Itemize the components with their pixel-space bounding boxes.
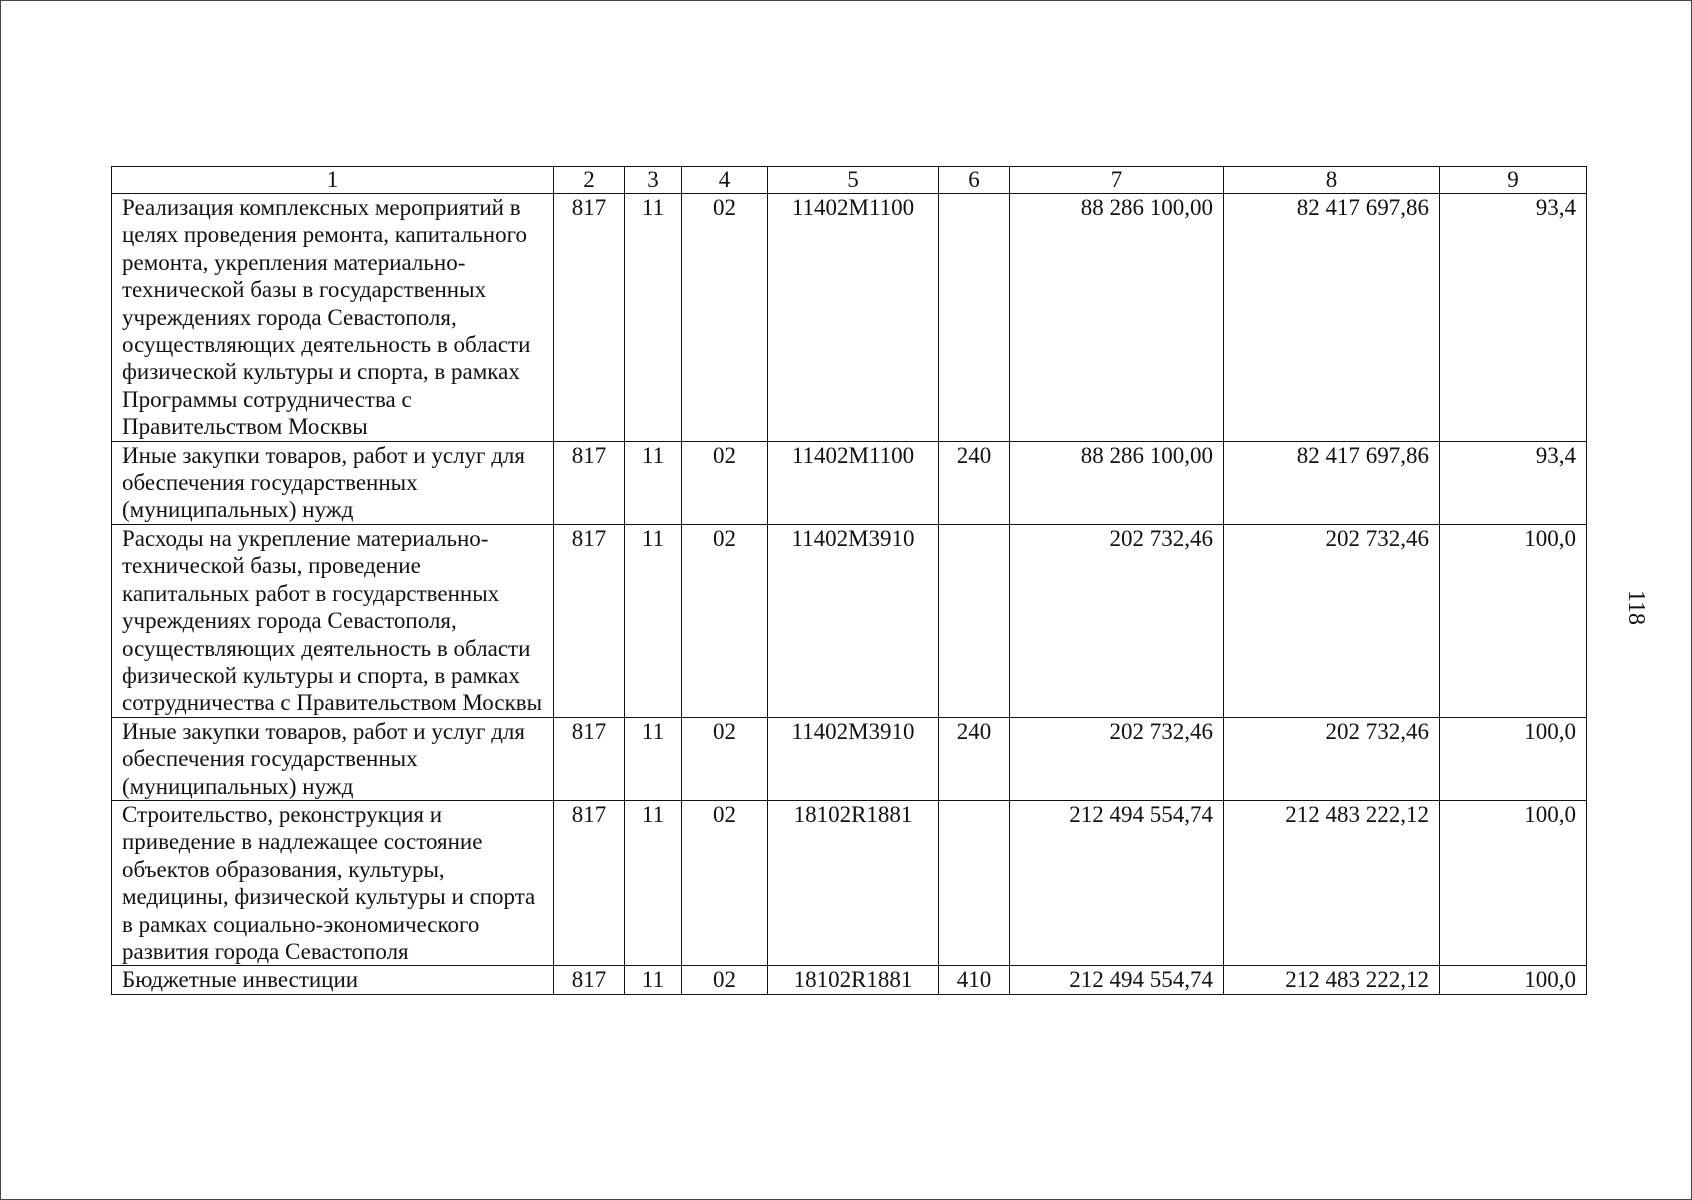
- column-header: 5: [768, 167, 939, 194]
- cell-col-8: 202 732,46: [1224, 717, 1440, 800]
- cell-col-6: 240: [939, 441, 1010, 524]
- expense-name: Иные закупки товаров, работ и услуг для обеспечения государственных (муниципальных) нужд: [112, 717, 554, 800]
- cell-col-8: 82 417 697,86: [1224, 441, 1440, 524]
- cell-col-9: 93,4: [1440, 441, 1587, 524]
- cell-col-6: [939, 800, 1010, 965]
- expense-name: Строительство, реконструкция и приведение в надлежащее состояние объектов образования, культуры, медицины, физической культуры и спорта в рамках социально-экономического развития города Севастополя: [112, 800, 554, 965]
- cell-col-2: 817: [554, 800, 625, 965]
- cell-col-5: 11402М3910: [768, 717, 939, 800]
- table-row: [112, 717, 1587, 800]
- cell-col-3: 11: [625, 194, 682, 442]
- cell-col-9: 100,0: [1440, 800, 1587, 965]
- column-header: 4: [682, 167, 768, 194]
- cell-col-9: 93,4: [1440, 194, 1587, 442]
- column-header: 3: [625, 167, 682, 194]
- cell-col-3: 11: [625, 717, 682, 800]
- column-header: 1: [112, 167, 554, 194]
- cell-col-9: 100,0: [1440, 966, 1587, 994]
- column-header: 7: [1010, 167, 1224, 194]
- table-row: [112, 524, 1587, 717]
- table-header: [112, 167, 1587, 194]
- expense-name: Бюджетные инвестиции: [112, 966, 554, 994]
- cell-col-5: 11402М3910: [768, 524, 939, 717]
- cell-col-2: 817: [554, 524, 625, 717]
- table-row: [112, 966, 1587, 994]
- cell-col-5: 11402М1100: [768, 194, 939, 442]
- cell-col-7: 88 286 100,00: [1010, 194, 1224, 442]
- expense-name: Расходы на укрепление материально-технической базы, проведение капитальных работ в государственных учреждениях города Севастополя, осуществляющих деятельность в области физической культуры и спорта, в рамках сотрудничества с Правительством Москвы: [112, 524, 554, 717]
- cell-col-2: 817: [554, 966, 625, 994]
- expense-name: Реализация комплексных мероприятий в целях проведения ремонта, капитального ремонта, укрепления материально-технической базы в государственных учреждениях города Севастополя, осуществляющих деятельность в области физической культуры и спорта, в рамках Программы сотрудничества с Правительством Москвы: [112, 194, 554, 442]
- cell-col-7: 202 732,46: [1010, 524, 1224, 717]
- cell-col-5: 18102R1881: [768, 800, 939, 965]
- column-header: 8: [1224, 167, 1440, 194]
- cell-col-9: 100,0: [1440, 524, 1587, 717]
- page-number: 118: [1623, 589, 1650, 626]
- cell-col-2: 817: [554, 717, 625, 800]
- column-header: 9: [1440, 167, 1587, 194]
- cell-col-4: 02: [682, 441, 768, 524]
- cell-col-3: 11: [625, 966, 682, 994]
- cell-col-6: 240: [939, 717, 1010, 800]
- expense-name: Иные закупки товаров, работ и услуг для обеспечения государственных (муниципальных) нужд: [112, 441, 554, 524]
- cell-col-8: 82 417 697,86: [1224, 194, 1440, 442]
- cell-col-5: 18102R1881: [768, 966, 939, 994]
- cell-col-7: 212 494 554,74: [1010, 966, 1224, 994]
- cell-col-6: [939, 524, 1010, 717]
- column-number-row: [112, 167, 1587, 194]
- cell-col-4: 02: [682, 966, 768, 994]
- column-header: 2: [554, 167, 625, 194]
- cell-col-3: 11: [625, 800, 682, 965]
- cell-col-8: 212 483 222,12: [1224, 966, 1440, 994]
- cell-col-8: 202 732,46: [1224, 524, 1440, 717]
- cell-col-5: 11402М1100: [768, 441, 939, 524]
- cell-col-4: 02: [682, 524, 768, 717]
- cell-col-2: 817: [554, 194, 625, 442]
- table-row: [112, 194, 1587, 442]
- cell-col-4: 02: [682, 800, 768, 965]
- cell-col-2: 817: [554, 441, 625, 524]
- cell-col-8: 212 483 222,12: [1224, 800, 1440, 965]
- cell-col-3: 11: [625, 524, 682, 717]
- table-body: [112, 194, 1587, 995]
- cell-col-6: 410: [939, 966, 1010, 994]
- cell-col-9: 100,0: [1440, 717, 1587, 800]
- table-row: [112, 800, 1587, 965]
- cell-col-3: 11: [625, 441, 682, 524]
- column-header: 6: [939, 167, 1010, 194]
- cell-col-7: 202 732,46: [1010, 717, 1224, 800]
- cell-col-6: [939, 194, 1010, 442]
- budget-table: [111, 166, 1587, 995]
- cell-col-4: 02: [682, 717, 768, 800]
- cell-col-4: 02: [682, 194, 768, 442]
- table-row: [112, 441, 1587, 524]
- cell-col-7: 212 494 554,74: [1010, 800, 1224, 965]
- cell-col-7: 88 286 100,00: [1010, 441, 1224, 524]
